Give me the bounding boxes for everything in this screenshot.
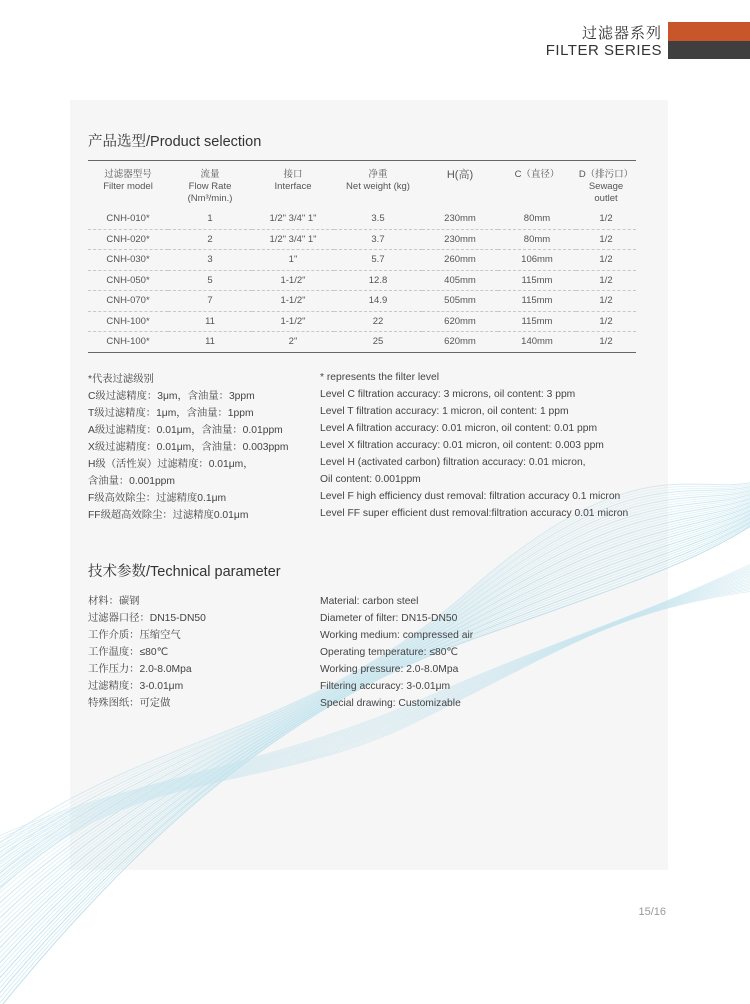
table-cell: 140mm [498,332,576,353]
col-header-net-weight: 净重 Net weight (kg) [346,169,410,192]
param-line: Working medium: compressed air [320,630,474,641]
table-row [88,291,636,312]
table-cell: 5.7 [334,250,422,271]
table-cell: 11 [168,311,252,332]
table-cell: CNH-050* [88,270,168,291]
table-cell: 115mm [498,270,576,291]
table-cell: 1/2" 3/4" 1" [269,213,317,225]
table-cell: CNH-100* [88,311,168,332]
table-cell: 115mm [498,311,576,332]
col-header-flow-rate: 流量 Flow Rate (Nm³/min.) [187,169,233,204]
table-cell: 5 [168,270,252,291]
table-cell: 1/2 [576,332,636,353]
note-line: C级过滤精度：3μm，含油量：3ppm [88,391,255,402]
param-line: Diameter of filter: DN15-DN50 [320,613,458,624]
col-header-model: 过滤器型号 Filter model [103,169,153,192]
param-line: Special drawing: Customizable [320,698,461,709]
table-cell: 1" [252,250,334,271]
param-line: 过滤精度：3-0.01μm [88,681,184,692]
table-cell: 405mm [422,270,498,291]
param-line: 工作介质：压缩空气 [88,630,181,641]
col-header-interface: 接口 Interface [274,169,312,192]
page-number: 15/16 [638,906,666,918]
table-cell: 7 [168,291,252,312]
col-header-sewage-outlet: D（排污口） Sewage outlet [578,169,634,204]
col-header-height: H(高) [446,169,474,181]
table-cell: CNH-070* [88,291,168,312]
table-cell: CNH-030* [88,250,168,271]
note-line: Level FF super efficient dust removal:filtration accuracy 0.01 micron [320,508,629,519]
param-line: 工作温度：≤80℃ [88,647,169,658]
technical-params-cn [88,593,206,712]
table-row [88,250,636,271]
note-line: Level T filtration accuracy: 1 micron, oil content: 1 ppm [320,406,569,417]
table-cell: 22 [334,311,422,332]
technical-params-en [320,593,473,712]
table-cell: 1-1/2" [252,291,334,312]
note-line: Level C filtration accuracy: 3 microns, oil content: 3 ppm [320,389,576,400]
header-accent-bar [668,22,750,41]
param-line: 工作压力：2.0-8.0Mpa [88,664,192,675]
table-cell: 230mm [444,213,476,225]
note-line: X级过滤精度：0.01μm，含油量：0.003ppm [88,442,289,453]
table-cell: 260mm [422,250,498,271]
note-line: 含油量：0.001ppm [88,476,175,487]
table-body [88,209,636,352]
filter-level-notes-en [320,369,628,522]
table-cell: 25 [334,332,422,353]
header-title-cn: 过滤器系列 [581,25,662,42]
col-header-diameter: C（直径） [514,169,560,180]
filter-level-notes-cn [88,371,288,524]
note-line: *代表过滤级别 [88,374,154,385]
param-line: Material: carbon steel [320,596,419,607]
table-header-row [88,161,636,210]
table-cell: 2" [252,332,334,353]
table-cell: 1/2 [576,311,636,332]
param-line: Filtering accuracy: 3-0.01μm [320,681,451,692]
note-line: Oil content: 0.001ppm [320,474,421,485]
note-line: F级高效除尘：过滤精度0.1μm [88,493,227,504]
table-cell: 505mm [422,291,498,312]
table-row [88,229,636,250]
table-cell: 1/2 [599,213,613,225]
table-row [88,209,636,229]
table-cell: CNH-010* [106,213,150,225]
table-row [88,311,636,332]
table-cell: 115mm [498,291,576,312]
table-cell: 1 [207,213,213,225]
table-cell: 1/2 [576,270,636,291]
table-cell: 3.5 [371,213,385,225]
table-cell: 1/2 [576,250,636,271]
note-line: FF级超高效除尘：过滤精度0.01μm [88,510,249,521]
table-row [88,270,636,291]
table-cell: 1/2 [576,291,636,312]
table-cell: 1/2" 3/4" 1" [252,229,334,250]
technical-parameter-title: 技术参数/Technical parameter [88,564,281,580]
header-title-en: FILTER SERIES [545,42,662,59]
table-cell: 1-1/2" [252,311,334,332]
product-selection-table [88,160,636,353]
note-line: * represents the filter level [320,372,440,383]
table-row [88,332,636,353]
table-cell: 620mm [422,332,498,353]
table-cell: 230mm [422,229,498,250]
note-line: T级过滤精度：1μm，含油量：1ppm [88,408,254,419]
note-line: Level A filtration accuracy: 0.01 micron, oil content: 0.01 ppm [320,423,598,434]
note-line: H级（活性炭）过滤精度：0.01μm， [88,459,254,470]
product-selection-title: 产品选型/Product selection [88,134,262,150]
table-cell: 1/2 [576,229,636,250]
table-cell: 80mm [523,213,551,225]
header-dark-bar [668,41,750,59]
table-cell: 14.9 [334,291,422,312]
param-line: Operating temperature: ≤80℃ [320,647,458,658]
note-line: Level F high efficiency dust removal: filtration accuracy 0.1 micron [320,491,621,502]
table-cell: 620mm [422,311,498,332]
table-cell: 2 [168,229,252,250]
table-cell: 3 [168,250,252,271]
table-cell: CNH-020* [88,229,168,250]
table-cell: 1-1/2" [252,270,334,291]
table-cell: 106mm [498,250,576,271]
note-line: Level H (activated carbon) filtration accuracy: 0.01 micron, [320,457,586,468]
note-line: A级过滤精度：0.01μm，含油量：0.01ppm [88,425,283,436]
param-line: 特殊图纸：可定做 [88,698,171,709]
param-line: 过滤器口径：DN15-DN50 [88,613,206,624]
table-cell: 11 [168,332,252,353]
table-cell: 12.8 [334,270,422,291]
table-cell: 3.7 [334,229,422,250]
note-line: Level X filtration accuracy: 0.01 micron, oil content: 0.003 ppm [320,440,604,451]
param-line: 材料：碳钢 [88,596,140,607]
table-cell: CNH-100* [88,332,168,353]
param-line: Working pressure: 2.0-8.0Mpa [320,664,459,675]
table-cell: 80mm [498,229,576,250]
